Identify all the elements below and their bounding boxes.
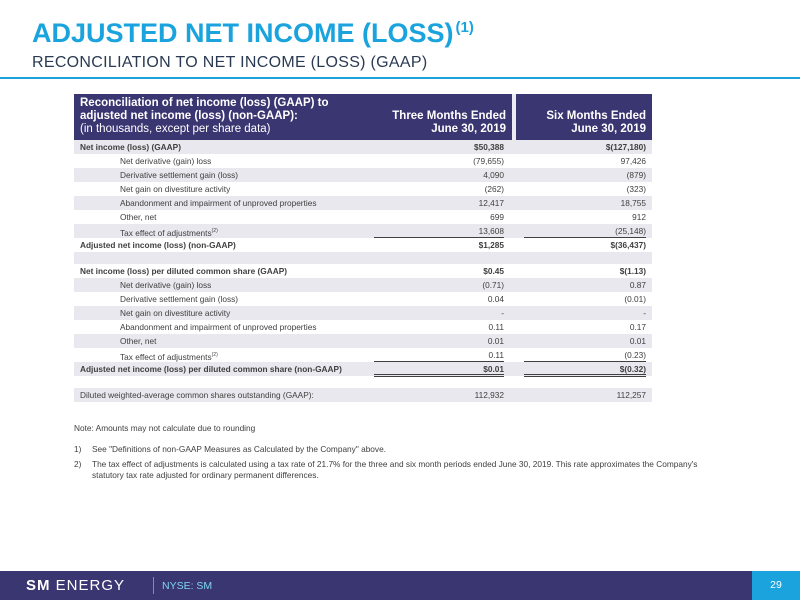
table-row: [74, 140, 652, 154]
row-value-six-months: (0.01): [624, 294, 646, 304]
row-value-six-months: (323): [626, 184, 646, 194]
reconciliation-table: [74, 94, 652, 402]
footnote-marker: (2): [211, 352, 218, 358]
row-value-six-months: $(36,437): [610, 240, 646, 250]
row-value-three-months: 112,932: [474, 390, 504, 400]
table-row: [74, 182, 652, 196]
spacer-row: [74, 376, 652, 388]
header-line-3: (in thousands, except per share data): [80, 123, 271, 135]
row-label: Adjusted net income (loss) (non-GAAP): [80, 240, 236, 250]
table-row: [74, 348, 652, 362]
logo-energy: ENERGY: [55, 577, 126, 594]
row-value-six-months: 0.01: [629, 336, 646, 346]
table-row: [74, 210, 652, 224]
row-label: Net derivative (gain) loss: [120, 156, 212, 166]
page-number: 29: [752, 571, 800, 600]
row-value-six-months: 18,755: [620, 198, 646, 208]
footnote: [74, 444, 714, 455]
table-row: [74, 196, 652, 210]
row-label: Derivative settlement gain (loss): [120, 170, 239, 180]
row-value-three-months: $50,388: [474, 142, 504, 152]
row-value-six-months: 912: [632, 212, 646, 222]
company-logo: [26, 577, 125, 594]
row-value-six-months: (879): [626, 170, 646, 180]
table-row: [74, 388, 652, 402]
row-value-three-months: $0.45: [483, 266, 504, 276]
row-label: Adjusted net income (loss) per diluted common share (non-GAAP): [80, 364, 342, 374]
row-value-six-months: 97,426: [620, 156, 646, 166]
row-value-six-months: $(127,180): [605, 142, 646, 152]
header-three-months-a: Three Months Ended: [392, 110, 506, 122]
row-label: Diluted weighted-average common shares outstanding (GAAP):: [80, 390, 314, 400]
total-double-underline: [374, 374, 504, 377]
header-column-divider: [512, 94, 516, 140]
row-value-three-months: (262): [484, 184, 504, 194]
row-value-three-months: $1,285: [478, 240, 504, 250]
table-row: [74, 264, 652, 278]
table-row: [74, 238, 652, 252]
row-value-three-months: (0.71): [482, 280, 504, 290]
row-value-six-months: $(1.13): [619, 266, 646, 276]
footer-separator: [153, 577, 154, 594]
row-value-three-months: 0.01: [487, 336, 504, 346]
table-row: [74, 362, 652, 376]
row-label: Net income (loss) (GAAP): [80, 142, 181, 152]
rounding-note: Note: Amounts may not calculate due to rounding: [74, 423, 256, 433]
footnote-marker: (2): [211, 228, 218, 234]
header-three-months-b: June 30, 2019: [431, 123, 506, 135]
header-line-2: adjusted net income (loss) (non-GAAP):: [80, 110, 298, 122]
table-row: [74, 334, 652, 348]
row-value-three-months: 0.11: [488, 322, 504, 332]
row-value-six-months: -: [643, 308, 646, 318]
table-row: [74, 154, 652, 168]
row-value-three-months: 12,417: [478, 198, 504, 208]
header-six-months: [522, 110, 646, 136]
row-value-three-months: 699: [490, 212, 504, 222]
page-title: [32, 18, 474, 49]
logo-sm: SM: [26, 577, 51, 594]
footnote-number: 2): [74, 459, 82, 469]
row-value-six-months: 0.87: [629, 280, 646, 290]
row-value-three-months: 13,608: [478, 226, 504, 236]
title-divider: [0, 77, 800, 79]
row-label: Abandonment and impairment of unproved properties: [120, 198, 317, 208]
row-label: Other, net: [120, 212, 157, 222]
row-value-three-months: $0.01: [483, 364, 504, 374]
row-value-three-months: -: [501, 308, 504, 318]
row-value-six-months: (0.23): [624, 350, 646, 360]
footnote-number: 1): [74, 444, 82, 454]
spacer-row: [74, 252, 652, 264]
row-value-six-months: $(0.32): [619, 364, 646, 374]
table-row: [74, 320, 652, 334]
table-row: [74, 168, 652, 182]
table-row: [74, 292, 652, 306]
footnote: [74, 459, 714, 481]
title-footnote-marker: (1): [455, 19, 474, 36]
row-value-six-months: 112,257: [616, 390, 646, 400]
row-label: Net gain on divestiture activity: [120, 308, 231, 318]
row-label: Derivative settlement gain (loss): [120, 294, 239, 304]
row-label: Net derivative (gain) loss: [120, 280, 212, 290]
row-value-six-months: (25,148): [615, 226, 646, 236]
row-label: Abandonment and impairment of unproved properties: [120, 322, 317, 332]
row-label-text: Tax effect of adjustments: [120, 227, 212, 238]
row-value-three-months: (79,655): [473, 156, 504, 166]
row-label: Net gain on divestiture activity: [120, 184, 231, 194]
row-value-three-months: 0.11: [488, 350, 504, 360]
row-value-three-months: 4,090: [483, 170, 504, 180]
row-value-three-months: 0.04: [487, 294, 504, 304]
table-row: [74, 224, 652, 238]
header-description: [80, 97, 329, 136]
table-row: [74, 278, 652, 292]
page-title-text: ADJUSTED NET INCOME (LOSS): [32, 18, 454, 48]
table-row: [74, 306, 652, 320]
total-double-underline: [524, 374, 646, 377]
row-label: Net income (loss) per diluted common share (GAAP): [80, 266, 287, 276]
row-value-six-months: 0.17: [629, 322, 646, 332]
header-six-months-b: June 30, 2019: [571, 123, 646, 135]
page-subtitle: RECONCILIATION TO NET INCOME (LOSS) (GAAP): [32, 54, 428, 71]
table-header: [74, 94, 652, 140]
header-line-1: Reconciliation of net income (loss) (GAAP) to: [80, 97, 329, 109]
header-three-months: [372, 110, 506, 136]
header-six-months-a: Six Months Ended: [546, 110, 646, 122]
stock-ticker: NYSE: SM: [162, 580, 213, 592]
footnote-text: The tax effect of adjustments is calculated using a tax rate of 21.7% for the three and six month periods ended June 30, 2019. This rate approximates the Company's statutory tax rate adjusted for ordinary permanent differences.: [92, 459, 698, 480]
row-label-text: Tax effect of adjustments: [120, 351, 212, 362]
row-label: Other, net: [120, 336, 157, 346]
footnote-text: See "Definitions of non-GAAP Measures as Calculated by the Company" above.: [92, 444, 386, 454]
